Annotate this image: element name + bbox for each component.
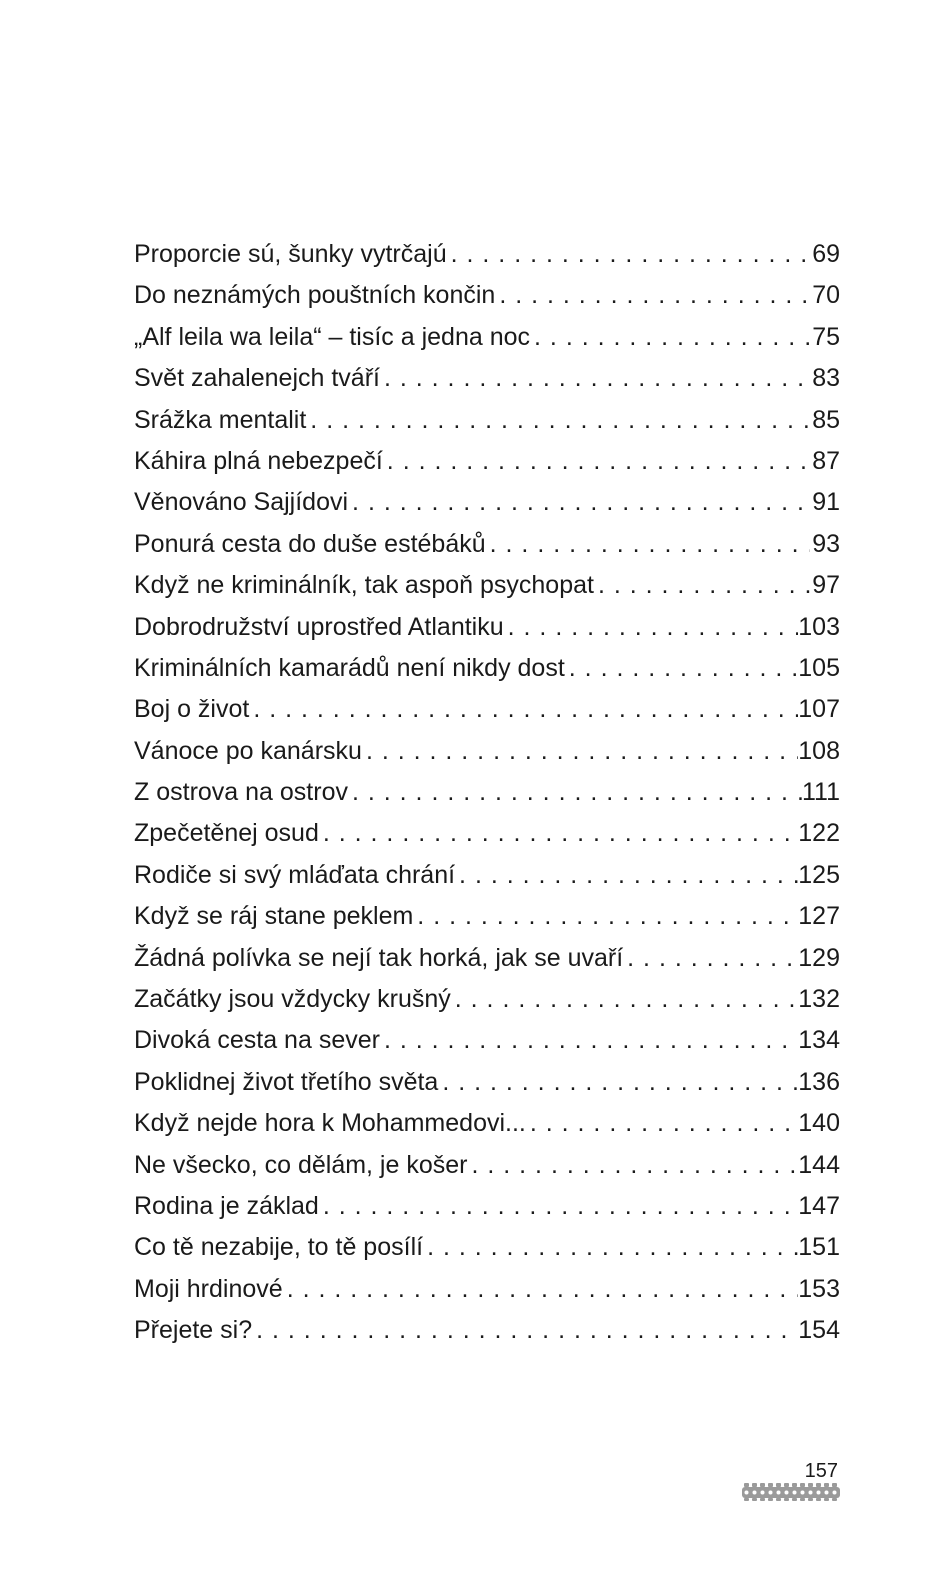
ornament-perforation [816, 1498, 821, 1501]
toc-entry-page-number: 134 [798, 1026, 840, 1055]
toc-entry-page-number: 97 [812, 571, 840, 600]
toc-dot-leader [348, 772, 802, 813]
toc-dot-leader [526, 1103, 798, 1144]
toc-entry-title: Co tě nezabije, to tě posílí [134, 1233, 424, 1262]
toc-entry-page-number: 70 [812, 281, 840, 310]
toc-entry[interactable] [134, 689, 840, 730]
ornament-perforation [832, 1483, 837, 1487]
toc-entry[interactable] [134, 648, 840, 689]
ornament-hole [801, 1491, 805, 1495]
toc-entry[interactable] [134, 1269, 840, 1310]
toc-entry-title: Ne všecko, co dělám, je košer [134, 1150, 468, 1179]
toc-entry-title: Zpečetěnej osud [134, 819, 319, 848]
toc-entry-title: Moji hrdinové [134, 1274, 283, 1303]
ornament-hole [833, 1491, 837, 1495]
toc-entry-title: Přejete si? [134, 1316, 253, 1345]
toc-entry-page-number: 151 [798, 1233, 840, 1262]
toc-entry-page-number: 136 [798, 1067, 840, 1096]
toc-entry-page-number: 140 [798, 1109, 840, 1138]
toc-entry[interactable] [134, 400, 840, 441]
ornament-perforation [744, 1483, 749, 1487]
toc-entry-title: Z ostrova na ostrov [134, 778, 348, 807]
ornament-hole [825, 1491, 829, 1495]
toc-entry-page-number: 93 [812, 529, 840, 558]
toc-entry-page-number: 144 [798, 1150, 840, 1179]
ornament-hole [785, 1491, 789, 1495]
toc-entry-page-number: 154 [798, 1316, 840, 1345]
ornament-hole [793, 1491, 797, 1495]
toc-entry[interactable] [134, 1062, 840, 1103]
toc-entry[interactable] [134, 772, 840, 813]
toc-entry-page-number: 91 [812, 488, 840, 517]
toc-entry[interactable] [134, 1310, 840, 1351]
ornament-hole [817, 1491, 821, 1495]
ornament-perforation [752, 1498, 757, 1501]
toc-entry-title: Kriminálních kamarádů není nikdy dost [134, 653, 565, 682]
toc-entry[interactable] [134, 1103, 840, 1144]
toc-entry[interactable] [134, 813, 840, 854]
toc-entry-title: Svět zahalenejch tváří [134, 364, 380, 393]
ornament-perforation [776, 1483, 781, 1487]
toc-dot-leader [447, 234, 810, 275]
toc-entry-page-number: 105 [798, 653, 840, 682]
toc-dot-leader [594, 565, 810, 606]
toc-entry-page-number: 132 [798, 985, 840, 1014]
toc-entry-title: Věnováno Sajjídovi [134, 488, 349, 517]
toc-entry[interactable] [134, 234, 840, 275]
ornament-hole [769, 1491, 773, 1495]
toc-entry-title: Rodina je základ [134, 1191, 319, 1220]
ornament-perforation [760, 1498, 765, 1501]
toc-dot-leader [383, 441, 810, 482]
toc-entry[interactable] [134, 441, 840, 482]
toc-dot-leader [252, 1310, 798, 1351]
toc-entry-page-number: 127 [798, 902, 840, 931]
toc-dot-leader [530, 317, 810, 358]
toc-entry[interactable] [134, 482, 840, 523]
toc-entry-page-number: 122 [798, 819, 840, 848]
ornament-perforation [832, 1498, 837, 1501]
toc-dot-leader [495, 275, 810, 316]
ornament-perforation [800, 1498, 805, 1501]
toc-entry[interactable] [134, 1186, 840, 1227]
toc-entry[interactable] [134, 317, 840, 358]
toc-dot-leader [283, 1269, 799, 1310]
toc-dot-leader [380, 358, 810, 399]
toc-entry-title: Když nejde hora k Mohammedovi... [134, 1109, 526, 1138]
ornament-perforation [752, 1483, 757, 1487]
toc-entry[interactable] [134, 524, 840, 565]
ornament-perforation [808, 1498, 813, 1501]
toc-dot-leader [249, 689, 798, 730]
ornament-perforation [816, 1483, 821, 1487]
toc-dot-leader [423, 1227, 798, 1268]
ornament-perforation [768, 1483, 773, 1487]
toc-entry-title: Rodiče si svý mláďata chrání [134, 860, 456, 889]
toc-entry-page-number: 129 [798, 943, 840, 972]
ornament-perforation [768, 1498, 773, 1501]
toc-entry-title: Ponurá cesta do duše estébáků [134, 529, 486, 558]
toc-dot-leader [319, 1186, 798, 1227]
toc-dot-leader [380, 1020, 798, 1061]
toc-entry-title: Vánoce po kanársku [134, 736, 362, 765]
ornament-perforation [824, 1483, 829, 1487]
toc-entry-page-number: 147 [798, 1191, 840, 1220]
ornament-perforation [824, 1498, 829, 1501]
toc-dot-leader [306, 400, 810, 441]
toc-entry-page-number: 108 [798, 736, 840, 765]
toc-entry[interactable] [134, 979, 840, 1020]
toc-entry-title: „Alf leila wa leila“ – tisíc a jedna noc [134, 322, 531, 351]
ornament-perforation [792, 1483, 797, 1487]
film-strip-ornament-icon [742, 1482, 840, 1502]
ornament-perforation [784, 1498, 789, 1501]
toc-entry[interactable] [134, 607, 840, 648]
toc-entry-page-number: 85 [812, 405, 840, 434]
ornament-hole [761, 1491, 765, 1495]
table-of-contents [134, 234, 840, 1352]
toc-entry-title: Začátky jsou vždycky krušný [134, 985, 451, 1014]
toc-entry-page-number: 107 [798, 695, 840, 724]
ornament-perforation [760, 1483, 765, 1487]
toc-entry-title: Boj o život [134, 695, 250, 724]
toc-entry-page-number: 125 [798, 860, 840, 889]
toc-entry-page-number: 75 [812, 322, 840, 351]
toc-entry-page-number: 153 [798, 1274, 840, 1303]
toc-entry[interactable] [134, 358, 840, 399]
toc-entry-title: Když ne kriminálník, tak aspoň psychopat [134, 571, 594, 600]
toc-entry[interactable] [134, 565, 840, 606]
toc-entry-title: Srážka mentalit [134, 405, 307, 434]
toc-entry[interactable] [134, 1227, 840, 1268]
toc-entry-title: Poklidnej život třetího světa [134, 1067, 439, 1096]
toc-dot-leader [413, 896, 798, 937]
toc-entry[interactable] [134, 275, 840, 316]
ornament-perforation [808, 1483, 813, 1487]
toc-entry[interactable] [134, 938, 840, 979]
toc-entry-title: Když se ráj stane peklem [134, 902, 414, 931]
toc-dot-leader [623, 938, 798, 979]
ornament-perforation [784, 1483, 789, 1487]
toc-entry[interactable] [134, 896, 840, 937]
toc-entry[interactable] [134, 731, 840, 772]
toc-dot-leader [348, 482, 810, 523]
toc-entry[interactable] [134, 855, 840, 896]
ornament-hole [777, 1491, 781, 1495]
toc-entry-title: Káhira plná nebezpečí [134, 446, 383, 475]
toc-dot-leader [504, 607, 799, 648]
toc-dot-leader [455, 855, 798, 896]
toc-dot-leader [362, 731, 798, 772]
page-footer [742, 1460, 842, 1502]
toc-entry-title: Proporcie sú, šunky vytrčajú [134, 240, 447, 268]
toc-entry-title: Žádná polívka se nejí tak horká, jak se uvaří [134, 943, 624, 972]
toc-dot-leader [319, 813, 798, 854]
toc-entry-title: Dobrodružství uprostřed Atlantiku [134, 612, 504, 641]
ornament-perforation [776, 1498, 781, 1501]
toc-entry-page-number: 69 [812, 240, 840, 268]
toc-dot-leader [451, 979, 799, 1020]
toc-entry-page-number: 87 [812, 446, 840, 475]
toc-entry-title: Do neznámých pouštních končin [134, 281, 496, 310]
toc-entry-page-number: 83 [812, 364, 840, 393]
toc-entry-title: Divoká cesta na sever [134, 1026, 380, 1055]
ornament-hole [809, 1491, 813, 1495]
ornament-perforation [792, 1498, 797, 1501]
toc-entry[interactable] [134, 1020, 840, 1061]
toc-dot-leader [486, 524, 810, 565]
ornament-hole [745, 1491, 749, 1495]
toc-dot-leader [467, 1145, 798, 1186]
ornament-perforation [744, 1498, 749, 1501]
toc-entry[interactable] [134, 1145, 840, 1186]
ornament-hole [753, 1491, 757, 1495]
toc-dot-leader [438, 1062, 798, 1103]
toc-entry-page-number: 103 [798, 612, 840, 641]
page-number: 157 [804, 1460, 838, 1482]
toc-entry-page-number: 111 [801, 778, 840, 807]
ornament-perforation [800, 1483, 805, 1487]
toc-dot-leader [565, 648, 799, 689]
